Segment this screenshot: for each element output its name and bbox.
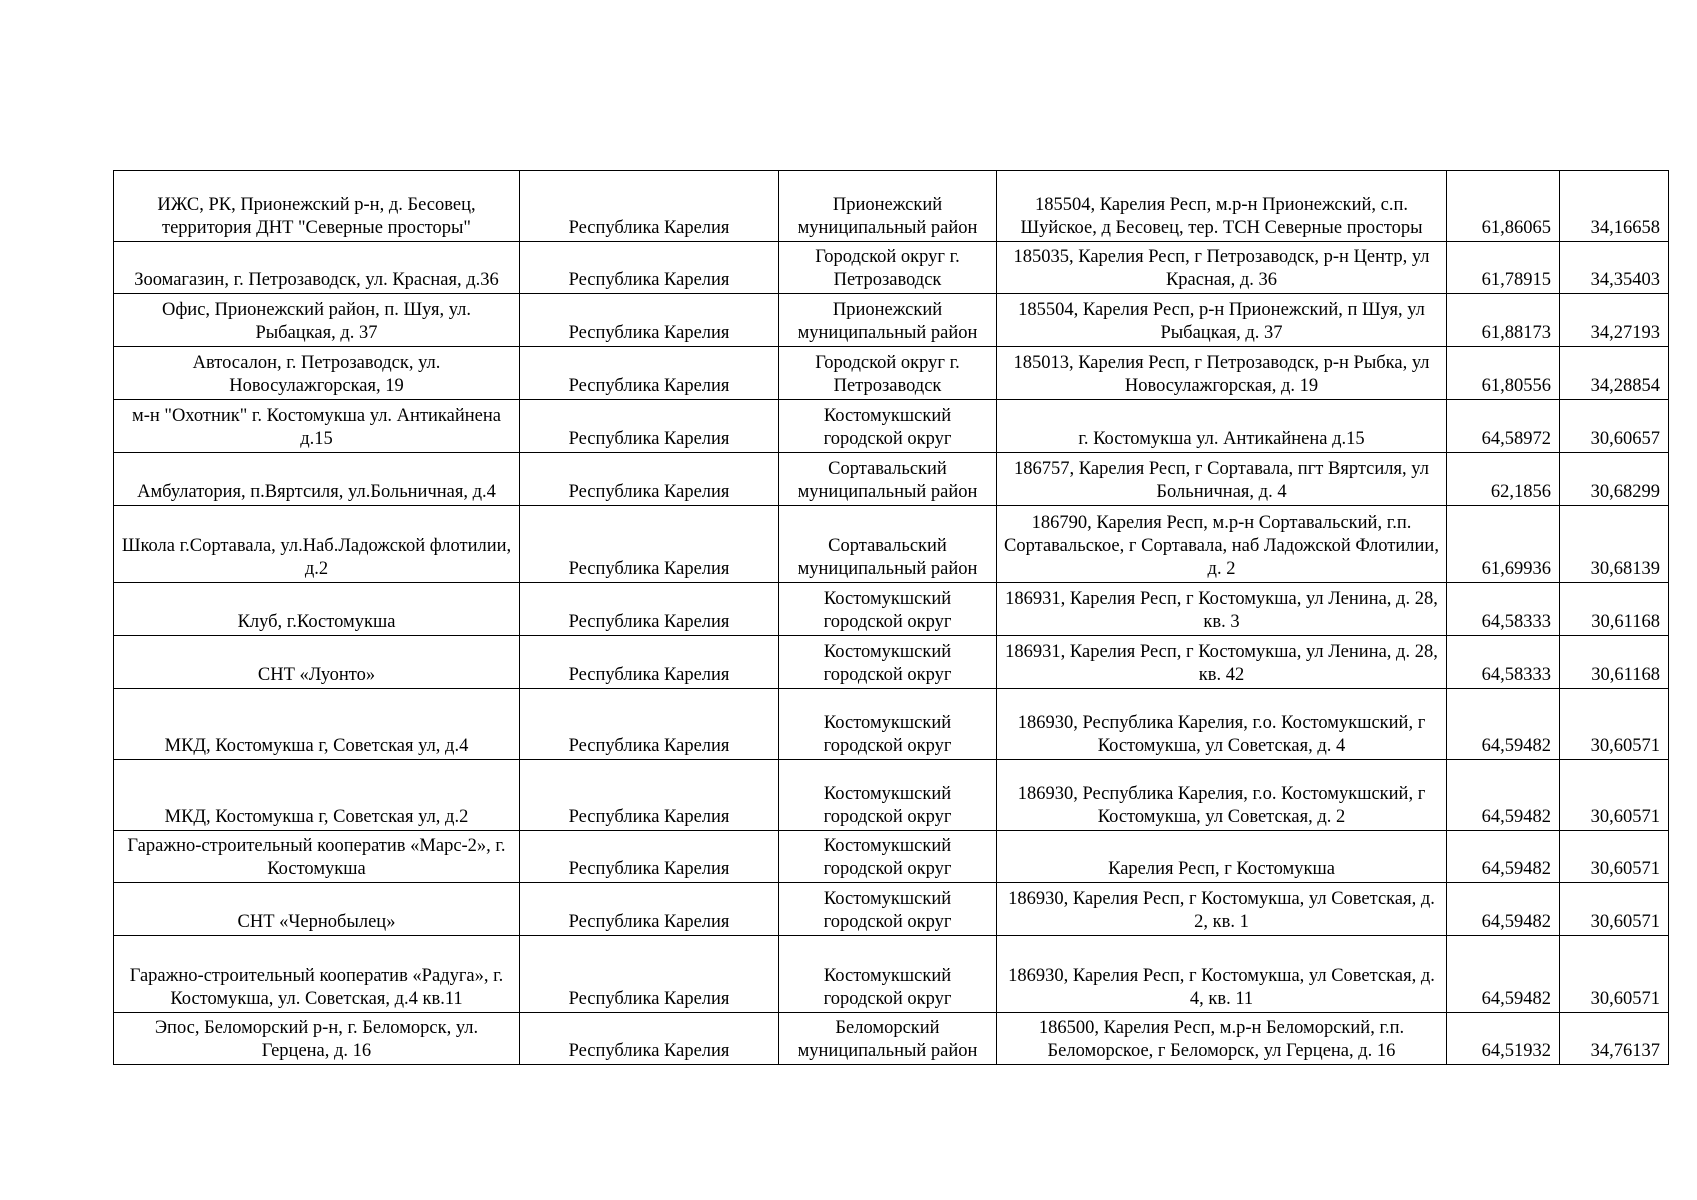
address-cell: 186757, Карелия Респ, г Сортавала, пгт Вяртсиля, ул Больничная, д. 4 [997, 453, 1447, 506]
latitude-cell: 61,88173 [1447, 294, 1560, 347]
municipality-cell: Прионежский муниципальный район [779, 294, 997, 347]
address-cell: 185013, Карелия Респ, г Петрозаводск, р-н Рыбка, ул Новосулажгорская, д. 19 [997, 347, 1447, 400]
municipality-cell: Костомукшский городской округ [779, 936, 997, 1013]
municipality-cell: Сортавальский муниципальный район [779, 506, 997, 583]
latitude-cell: 62,1856 [1447, 453, 1560, 506]
latitude-cell: 64,59482 [1447, 689, 1560, 760]
region-cell: Республика Карелия [520, 831, 779, 883]
region-cell: Республика Карелия [520, 636, 779, 689]
municipality-cell: Костомукшский городской округ [779, 689, 997, 760]
municipality-cell: Костомукшский городской округ [779, 831, 997, 883]
latitude-cell: 64,51932 [1447, 1013, 1560, 1065]
longitude-cell: 30,60571 [1560, 936, 1669, 1013]
region-cell: Республика Карелия [520, 294, 779, 347]
object-name-cell: ИЖС, РК, Прионежский р-н, д. Бесовец, территория ДНТ "Северные просторы" [114, 171, 520, 242]
municipality-cell: Костомукшский городской округ [779, 583, 997, 636]
municipality-cell: Сортавальский муниципальный район [779, 453, 997, 506]
table-row [114, 1013, 1669, 1065]
municipality-cell: Костомукшский городской округ [779, 760, 997, 831]
object-name-cell: Клуб, г.Костомукша [114, 583, 520, 636]
table-row [114, 242, 1669, 294]
latitude-cell: 64,59482 [1447, 936, 1560, 1013]
object-name-cell: Амбулатория, п.Вяртсиля, ул.Больничная, д.4 [114, 453, 520, 506]
table-row [114, 294, 1669, 347]
latitude-cell: 61,86065 [1447, 171, 1560, 242]
longitude-cell: 30,60571 [1560, 760, 1669, 831]
object-name-cell: Эпос, Беломорский р-н, г. Беломорск, ул. Герцена, д. 16 [114, 1013, 520, 1065]
longitude-cell: 30,61168 [1560, 636, 1669, 689]
object-name-cell: СНТ «Чернобылец» [114, 883, 520, 936]
address-cell: 186930, Республика Карелия, г.о. Костомукшский, г Костомукша, ул Советская, д. 2 [997, 760, 1447, 831]
object-name-cell: МКД, Костомукша г, Советская ул, д.2 [114, 760, 520, 831]
longitude-cell: 34,28854 [1560, 347, 1669, 400]
object-name-cell: Зоомагазин, г. Петрозаводск, ул. Красная, д.36 [114, 242, 520, 294]
address-cell: 186931, Карелия Респ, г Костомукша, ул Ленина, д. 28, кв. 42 [997, 636, 1447, 689]
table-row [114, 171, 1669, 242]
latitude-cell: 64,58333 [1447, 636, 1560, 689]
address-cell: Карелия Респ, г Костомукша [997, 831, 1447, 883]
address-cell: 186790, Карелия Респ, м.р-н Сортавальский, г.п. Сортавальское, г Сортавала, наб Ладожской Флотилии, д. 2 [997, 506, 1447, 583]
municipality-cell: Городской округ г. Петрозаводск [779, 347, 997, 400]
address-cell: 186500, Карелия Респ, м.р-н Беломорский, г.п. Беломорское, г Беломорск, ул Герцена, д. 16 [997, 1013, 1447, 1065]
table-row [114, 347, 1669, 400]
region-cell: Республика Карелия [520, 242, 779, 294]
object-name-cell: Автосалон, г. Петрозаводск, ул. Новосулажгорская, 19 [114, 347, 520, 400]
municipality-cell: Костомукшский городской округ [779, 636, 997, 689]
table-row [114, 583, 1669, 636]
address-cell: 186930, Республика Карелия, г.о. Костомукшский, г Костомукша, ул Советская, д. 4 [997, 689, 1447, 760]
latitude-cell: 61,69936 [1447, 506, 1560, 583]
region-cell: Республика Карелия [520, 171, 779, 242]
latitude-cell: 61,78915 [1447, 242, 1560, 294]
latitude-cell: 64,58333 [1447, 583, 1560, 636]
municipality-cell: Городской округ г. Петрозаводск [779, 242, 997, 294]
latitude-cell: 64,59482 [1447, 760, 1560, 831]
longitude-cell: 30,68299 [1560, 453, 1669, 506]
municipality-cell: Беломорский муниципальный район [779, 1013, 997, 1065]
latitude-cell: 64,59482 [1447, 883, 1560, 936]
address-cell: 185504, Карелия Респ, м.р-н Прионежский, с.п. Шуйское, д Бесовец, тер. ТСН Северные просторы [997, 171, 1447, 242]
region-cell: Республика Карелия [520, 453, 779, 506]
address-cell: г. Костомукша ул. Антикайнена д.15 [997, 400, 1447, 453]
longitude-cell: 30,68139 [1560, 506, 1669, 583]
address-cell: 186930, Карелия Респ, г Костомукша, ул Советская, д. 2, кв. 1 [997, 883, 1447, 936]
region-cell: Республика Карелия [520, 506, 779, 583]
address-cell: 186931, Карелия Респ, г Костомукша, ул Ленина, д. 28, кв. 3 [997, 583, 1447, 636]
table-row [114, 636, 1669, 689]
table-body [114, 171, 1669, 1065]
region-cell: Республика Карелия [520, 400, 779, 453]
longitude-cell: 34,27193 [1560, 294, 1669, 347]
address-cell: 185035, Карелия Респ, г Петрозаводск, р-н Центр, ул Красная, д. 36 [997, 242, 1447, 294]
region-cell: Республика Карелия [520, 760, 779, 831]
table-row [114, 883, 1669, 936]
longitude-cell: 30,60571 [1560, 689, 1669, 760]
longitude-cell: 30,60571 [1560, 831, 1669, 883]
longitude-cell: 30,60571 [1560, 883, 1669, 936]
object-name-cell: Гаражно-строительный кооператив «Марс-2», г. Костомукша [114, 831, 520, 883]
table-row [114, 400, 1669, 453]
table-row [114, 453, 1669, 506]
region-cell: Республика Карелия [520, 689, 779, 760]
object-name-cell: м-н "Охотник" г. Костомукша ул. Антикайнена д.15 [114, 400, 520, 453]
longitude-cell: 34,76137 [1560, 1013, 1669, 1065]
region-cell: Республика Карелия [520, 583, 779, 636]
table-row [114, 831, 1669, 883]
object-name-cell: Гаражно-строительный кооператив «Радуга», г. Костомукша, ул. Советская, д.4 кв.11 [114, 936, 520, 1013]
object-name-cell: Офис, Прионежский район, п. Шуя, ул. Рыбацкая, д. 37 [114, 294, 520, 347]
municipality-cell: Костомукшский городской округ [779, 400, 997, 453]
longitude-cell: 30,61168 [1560, 583, 1669, 636]
table-row [114, 760, 1669, 831]
table-row [114, 936, 1669, 1013]
region-cell: Республика Карелия [520, 1013, 779, 1065]
municipality-cell: Прионежский муниципальный район [779, 171, 997, 242]
address-cell: 186930, Карелия Респ, г Костомукша, ул Советская, д. 4, кв. 11 [997, 936, 1447, 1013]
latitude-cell: 64,59482 [1447, 831, 1560, 883]
region-cell: Республика Карелия [520, 883, 779, 936]
address-cell: 185504, Карелия Респ, р-н Прионежский, п Шуя, ул Рыбацкая, д. 37 [997, 294, 1447, 347]
longitude-cell: 30,60657 [1560, 400, 1669, 453]
table-row [114, 506, 1669, 583]
object-name-cell: Школа г.Сортавала, ул.Наб.Ладожской флотилии, д.2 [114, 506, 520, 583]
latitude-cell: 61,80556 [1447, 347, 1560, 400]
region-cell: Республика Карелия [520, 936, 779, 1013]
municipality-cell: Костомукшский городской округ [779, 883, 997, 936]
region-cell: Республика Карелия [520, 347, 779, 400]
locations-table [113, 170, 1669, 1065]
longitude-cell: 34,16658 [1560, 171, 1669, 242]
table-row [114, 689, 1669, 760]
object-name-cell: МКД, Костомукша г, Советская ул, д.4 [114, 689, 520, 760]
longitude-cell: 34,35403 [1560, 242, 1669, 294]
object-name-cell: СНТ «Луонто» [114, 636, 520, 689]
latitude-cell: 64,58972 [1447, 400, 1560, 453]
